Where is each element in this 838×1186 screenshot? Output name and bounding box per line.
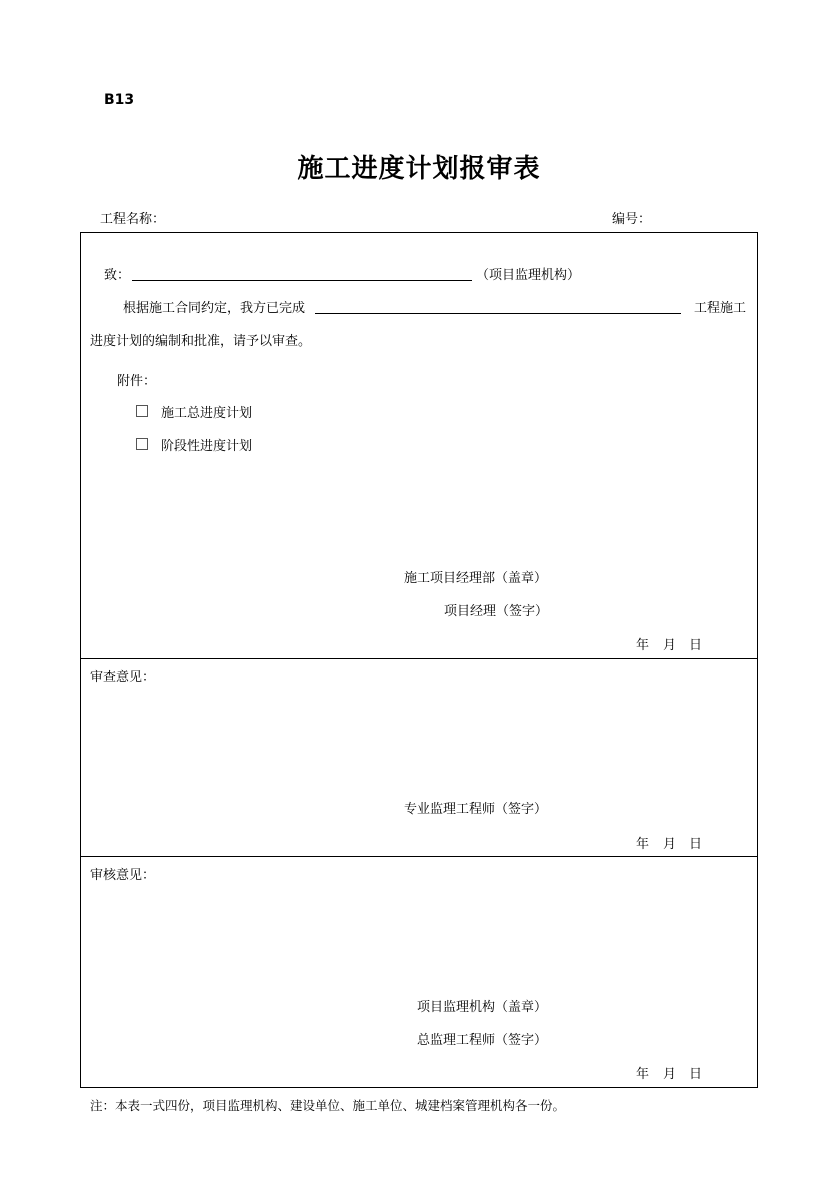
body-text-line1-suffix: 工程施工	[694, 301, 747, 316]
footer-note: 注：本表一式四份，项目监理机构、建设单位、施工单位、城建档案管理机构各一份。	[90, 1098, 566, 1113]
date-month: 月	[663, 1067, 677, 1082]
page-title: 施工进度计划报审表	[297, 154, 541, 184]
audit-opinion-label: 审核意见：	[90, 868, 156, 883]
project-fill-line[interactable]	[315, 313, 681, 314]
attachments-label: 附件：	[117, 374, 157, 389]
body-text-line1: 根据施工合同约定，我方已完成	[123, 301, 306, 316]
date-day: 日	[689, 837, 703, 852]
date-day: 日	[689, 1067, 703, 1082]
date-month: 月	[663, 837, 677, 852]
date-year: 年	[636, 837, 650, 852]
contractor-seal-label: 施工项目经理部（盖章）	[404, 571, 548, 586]
review-opinion-label: 审查意见：	[90, 670, 156, 685]
supervision-org-seal-label: 项目监理机构（盖章）	[417, 1000, 548, 1015]
date-month: 月	[663, 638, 677, 653]
attachment-label-overall: 施工总进度计划	[161, 406, 253, 421]
date-year: 年	[636, 1067, 650, 1082]
body-text-line2: 进度计划的编制和批准，请予以审查。	[90, 334, 312, 349]
to-label: 致：	[104, 268, 131, 283]
attachment-checkbox-phase[interactable]	[136, 438, 148, 450]
serial-number-label: 编号：	[612, 212, 652, 227]
audit-opinion-section	[80, 856, 758, 1088]
recipient-line[interactable]	[132, 280, 472, 281]
review-opinion-section	[80, 658, 758, 857]
submission-section	[80, 232, 758, 659]
project-name-label: 工程名称：	[100, 212, 166, 227]
recipient-suffix: （项目监理机构）	[476, 268, 581, 283]
project-manager-sign-label: 项目经理（签字）	[444, 604, 549, 619]
chief-engineer-sign-label: 总监理工程师（签字）	[417, 1033, 548, 1048]
date-day: 日	[689, 638, 703, 653]
form-code: B13	[104, 92, 135, 108]
date-year: 年	[636, 638, 650, 653]
attachment-checkbox-overall[interactable]	[136, 405, 148, 417]
supervising-engineer-sign-label: 专业监理工程师（签字）	[404, 802, 548, 817]
attachment-label-phase: 阶段性进度计划	[161, 439, 253, 454]
